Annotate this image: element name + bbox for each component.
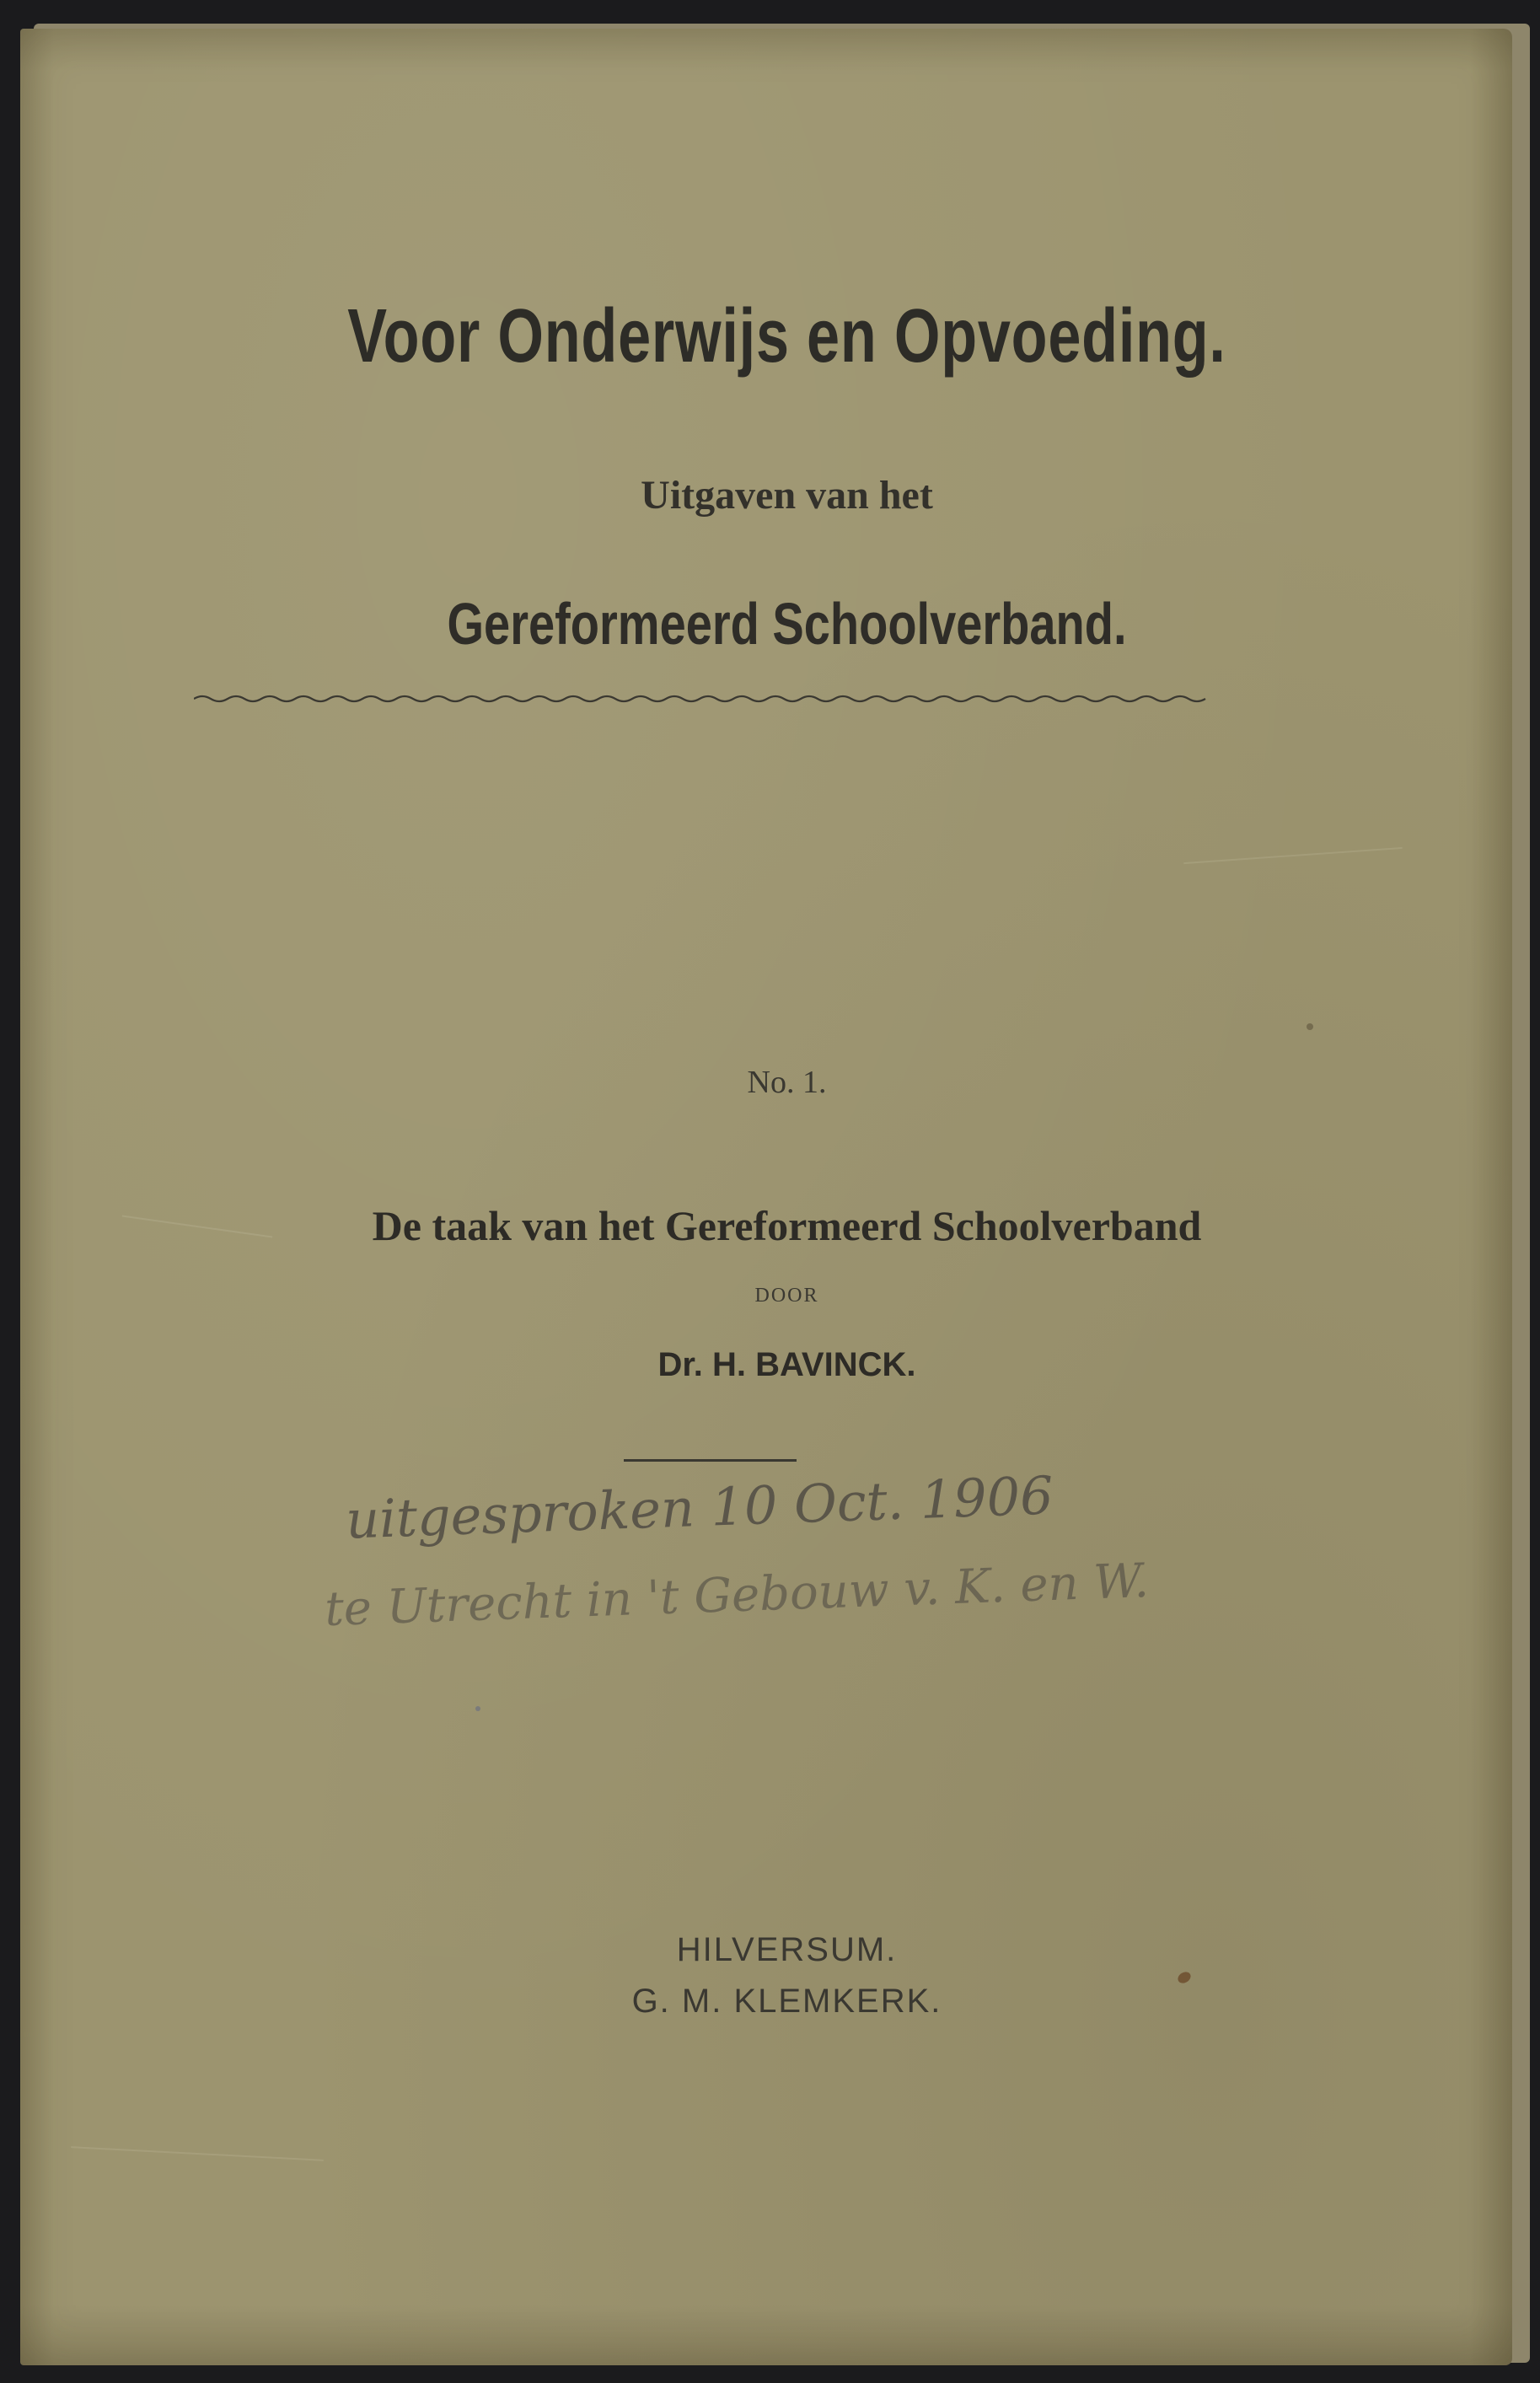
- handwritten-annotation-place: te Utrecht in 't Gebouw v. K. en W.: [324, 1553, 1150, 1638]
- wavy-divider: [194, 691, 1214, 706]
- series-title: Voor Onderwijs en Opvoeding.: [347, 294, 1226, 378]
- publisher-line: Uitgaven van het: [641, 473, 933, 518]
- stain-mark: [1307, 1023, 1313, 1030]
- paper-crease: [71, 2146, 324, 2161]
- issue-number: No. 1.: [747, 1065, 827, 1100]
- paper-crease: [1183, 847, 1403, 864]
- publisher-name: Gereformeerd Schoolverband.: [447, 591, 1127, 657]
- by-label: DOOR: [754, 1285, 819, 1307]
- work-title: De taak van het Gereformeerd Schoolverband: [372, 1202, 1202, 1249]
- short-divider: [624, 1459, 797, 1462]
- author-name: Dr. H. BAVINCK.: [657, 1346, 916, 1383]
- printer-name: G. M. KLEMKERK.: [631, 1983, 942, 2020]
- publication-place: HILVERSUM.: [676, 1931, 898, 1968]
- stain-mark: [475, 1706, 480, 1711]
- handwritten-annotation-date: uitgesproken 10 Oct. 1906: [344, 1464, 1054, 1551]
